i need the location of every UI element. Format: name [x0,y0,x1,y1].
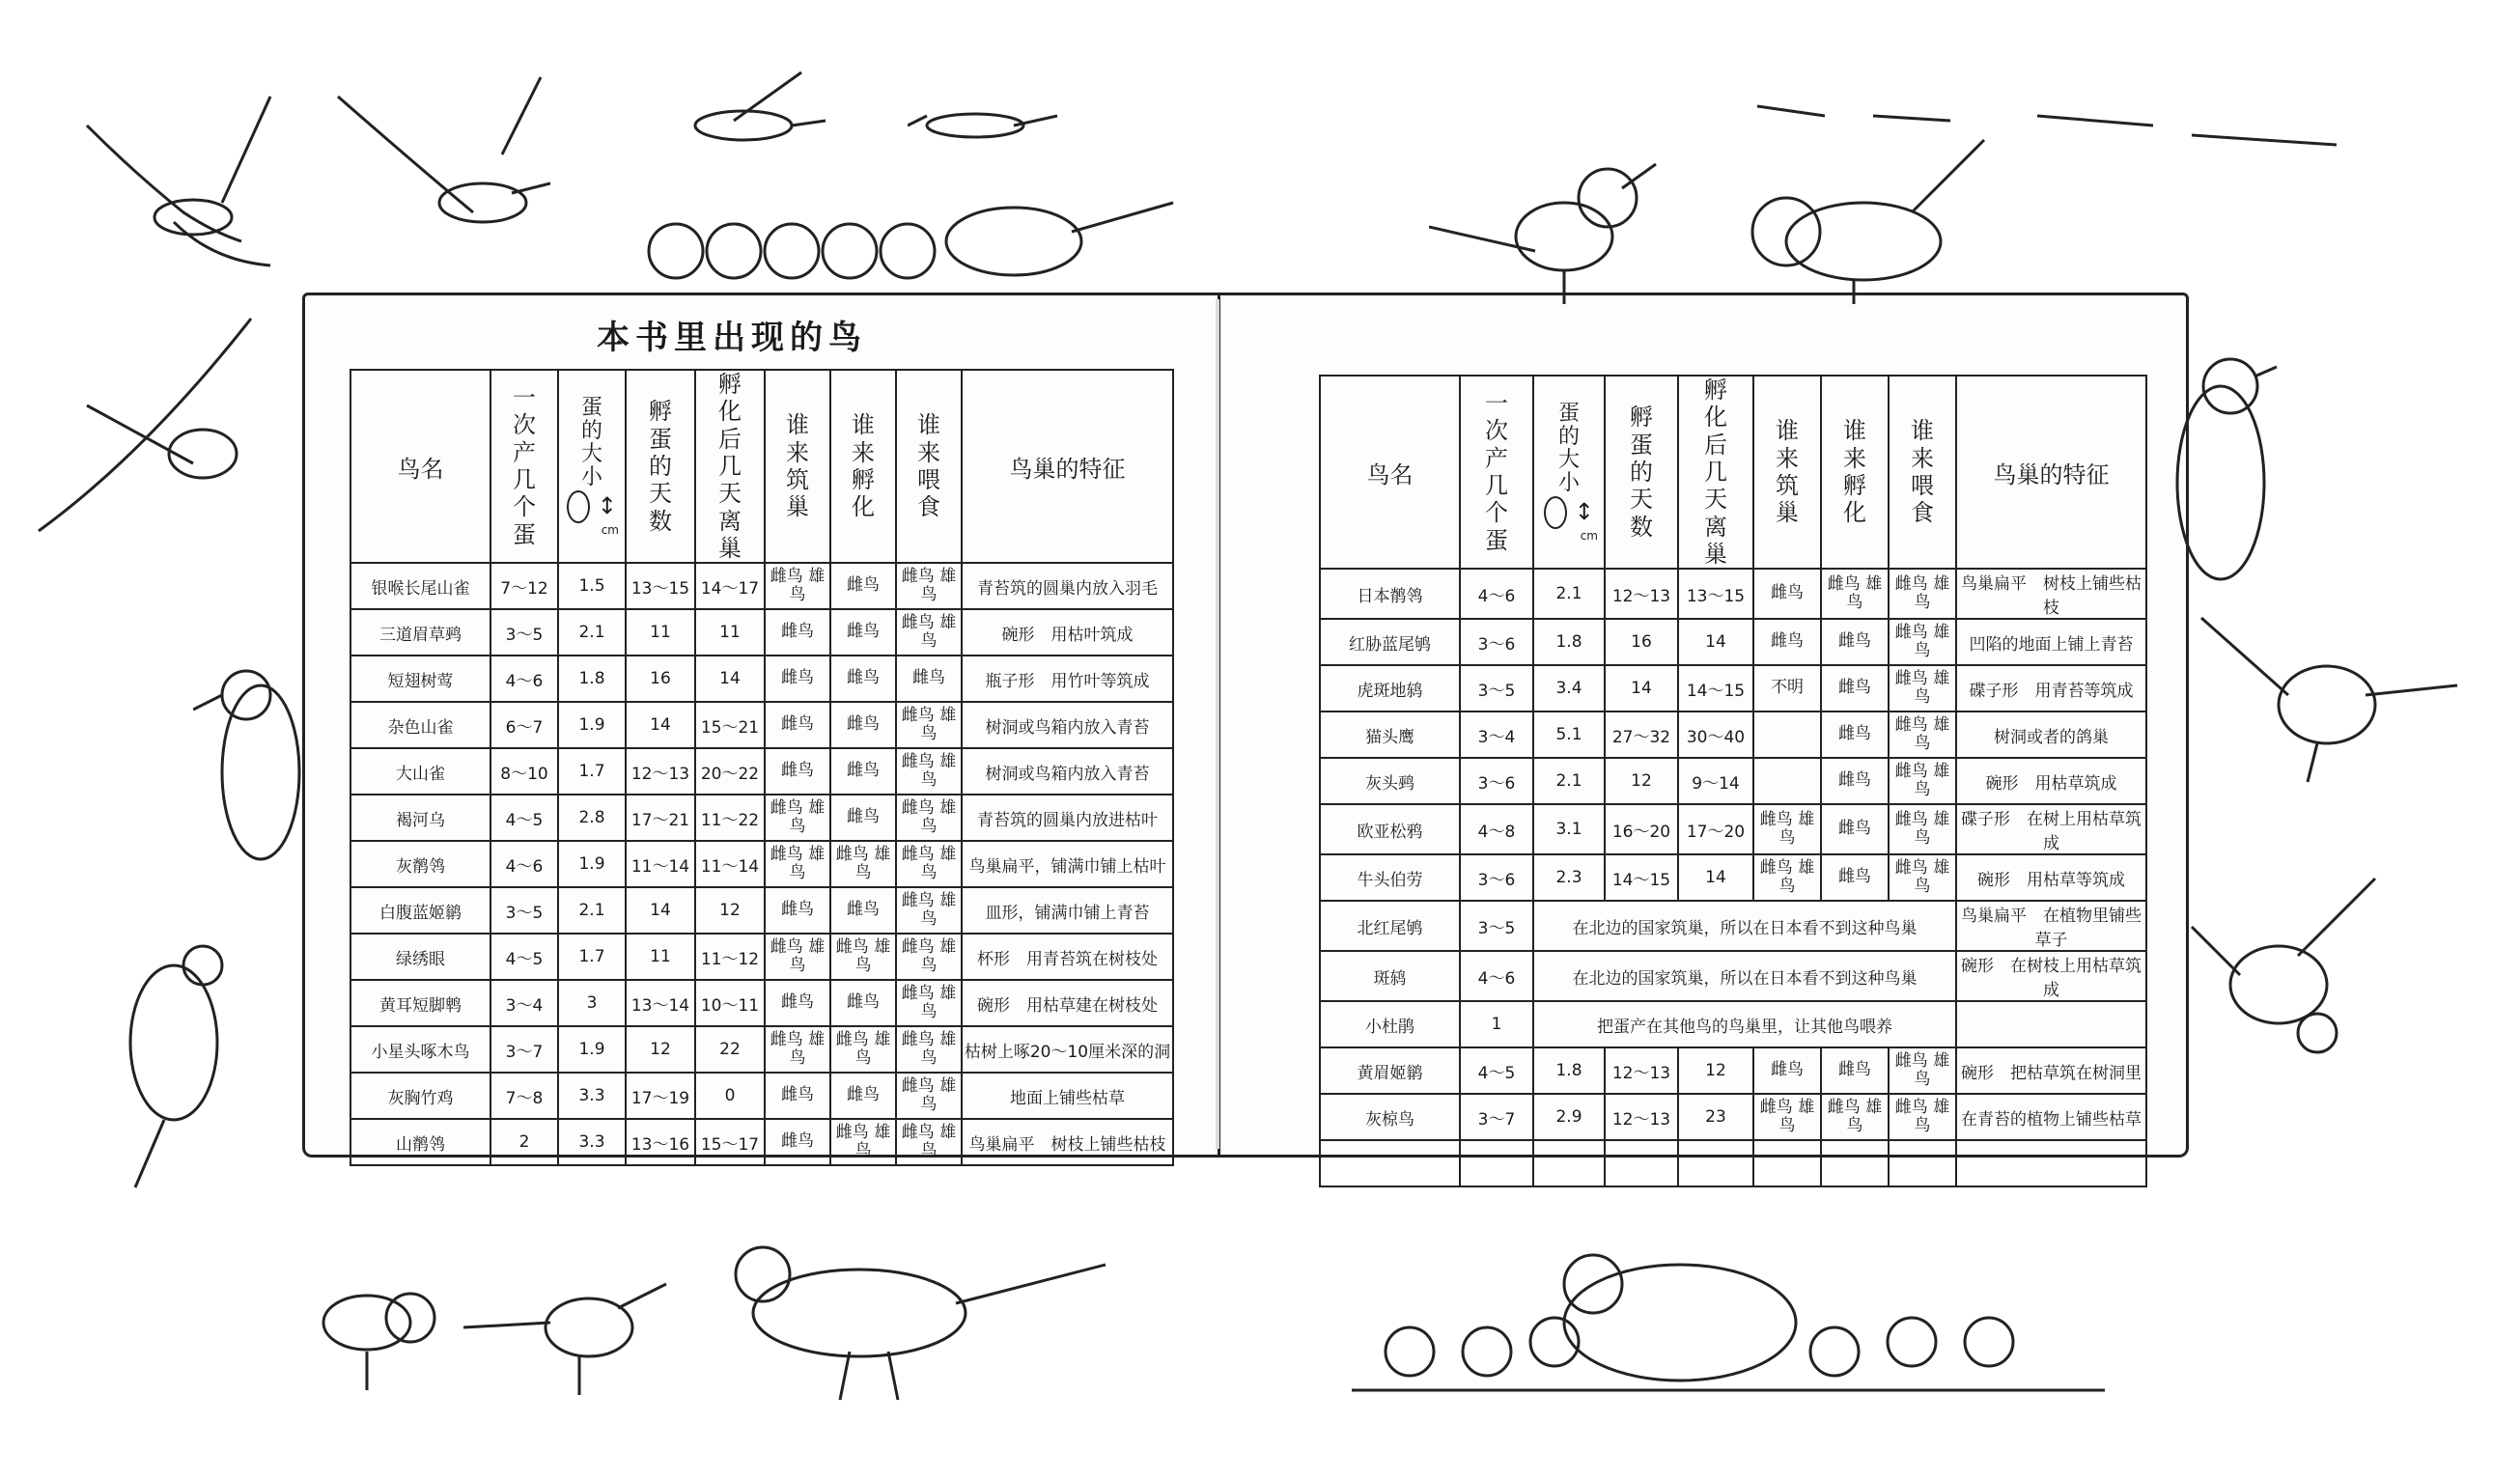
cell-fledge-days: 14 [1678,854,1753,901]
table-row [1320,1094,2146,1140]
egg-icon [567,490,590,523]
cell-egg-size: 3.3 [558,1119,626,1165]
cell-bird-name: 斑鸫 [1320,951,1460,1001]
cell-hatcher: 雌鸟 雄鸟 [830,1119,896,1165]
cell-nest: 鸟巢扁平，铺满巾铺上枯叶 [962,841,1173,887]
cell-egg-count: 7～8 [490,1073,558,1119]
table-row [350,702,1173,748]
cell-fledge-days: 14～15 [1678,665,1753,712]
cell-egg-count [1460,1140,1533,1186]
cell-fledge-days: 9～14 [1678,758,1753,804]
cell-builder: 雌鸟 [1753,619,1821,665]
cell-nest: 碟子形 在树上用枯草筑成 [1956,804,2146,854]
cell-incubation-days: 12～13 [626,748,695,795]
cell-bird-name: 红胁蓝尾鸲 [1320,619,1460,665]
cell-hatcher: 雌鸟 [830,563,896,609]
cell-egg-count: 3～5 [1460,665,1533,712]
cell-incubation-days: 11～14 [626,841,695,887]
cell-incubation-days: 12～13 [1605,569,1678,619]
cell-feeder: 雌鸟 雄鸟 [896,1073,962,1119]
bird-illustration [29,309,261,550]
cell-feeder: 雌鸟 雄鸟 [1889,665,1956,712]
table-row [350,795,1173,841]
bird-illustration [1352,1236,2124,1400]
cell-nest: 枯树上啄20～10厘米深的洞 [962,1026,1173,1073]
cell-hatcher: 雌鸟 雄鸟 [830,1026,896,1073]
cell-hatcher: 雌鸟 雄鸟 [830,934,896,980]
cell-builder: 雌鸟 [765,656,830,702]
header-hatcher: 谁来孵化 [830,370,896,563]
cell-egg-count: 3～6 [1460,758,1533,804]
cell-builder: 雌鸟 [765,702,830,748]
cell-feeder: 雌鸟 [896,656,962,702]
cell-fledge-days: 11～14 [695,841,765,887]
cell-hatcher: 雌鸟 [830,980,896,1026]
header-row [350,370,1173,563]
cell-egg-count: 3～7 [1460,1094,1533,1140]
bird-illustration [97,927,241,1197]
cell-builder: 雌鸟 [765,1073,830,1119]
cell-builder [1753,712,1821,758]
cell-egg-count: 3～7 [490,1026,558,1073]
cell-builder: 雌鸟 [765,980,830,1026]
cell-incubation-days: 16 [1605,619,1678,665]
bird-illustration [319,68,550,261]
cell-bird-name: 牛头伯劳 [1320,854,1460,901]
cell-egg-count: 4～5 [490,795,558,841]
header-size: 蛋的大小 ↕ cm [558,370,626,563]
cell-nest: 碗形 用枯草等筑成 [1956,854,2146,901]
cell-fledge-days: 10～11 [695,980,765,1026]
cell-builder: 雌鸟 雄鸟 [765,841,830,887]
cell-fledge-days: 14 [1678,619,1753,665]
cell-incubation-days: 17～19 [626,1073,695,1119]
header-leave: 孵化后几天离巢 [695,370,765,563]
cell-hatcher: 雌鸟 雄鸟 [1821,1094,1889,1140]
cell-nest: 青苔筑的圆巢内放入羽毛 [962,563,1173,609]
table-row [350,980,1173,1026]
bird-illustration [193,656,309,898]
table-row [1320,758,2146,804]
cell-egg-count: 4～6 [1460,569,1533,619]
cell-egg-size: 1.8 [1533,1047,1605,1094]
cell-nest: 杯形 用青苔筑在树枝处 [962,934,1173,980]
cell-feeder: 雌鸟 雄鸟 [1889,804,1956,854]
cell-hatcher: 雌鸟 [830,1073,896,1119]
cell-bird-name: 绿绣眼 [350,934,490,980]
cell-fledge-days: 22 [695,1026,765,1073]
cell-fledge-days: 30～40 [1678,712,1753,758]
cell-feeder: 雌鸟 雄鸟 [896,887,962,934]
cell-egg-count: 3～4 [490,980,558,1026]
cell-egg-count: 4～6 [490,841,558,887]
cell-nest: 碟子形 用青苔等筑成 [1956,665,2146,712]
table-row [1320,854,2146,901]
cell-builder: 雌鸟 雄鸟 [765,1026,830,1073]
cell-note: 在北边的国家筑巢，所以在日本看不到这种鸟巢 [1533,951,1956,1001]
cell-hatcher: 雌鸟 [1821,619,1889,665]
egg-icon [1544,496,1567,529]
cell-incubation-days: 12～13 [1605,1047,1678,1094]
cell-egg-size: 3.4 [1533,665,1605,712]
cell-egg-count: 3～4 [1460,712,1533,758]
cell-bird-name: 小杜鹃 [1320,1001,1460,1047]
cell-hatcher: 雌鸟 [1821,804,1889,854]
table-row [1320,569,2146,619]
cell-hatcher: 雌鸟 [1821,758,1889,804]
cell-nest: 碗形 用枯草建在树枝处 [962,980,1173,1026]
cell-egg-size: 1.8 [1533,619,1605,665]
cell-egg-count: 1 [1460,1001,1533,1047]
cell-fledge-days: 13～15 [1678,569,1753,619]
bird-illustration [2182,869,2385,1091]
cell-hatcher: 雌鸟 [1821,1047,1889,1094]
header-builder: 谁来筑巢 [1753,376,1821,569]
cell-incubation-days: 11 [626,609,695,656]
table-row [1320,665,2146,712]
cell-builder: 雌鸟 雄鸟 [765,934,830,980]
cell-hatcher: 雌鸟 [1821,854,1889,901]
cell-hatcher [1821,1140,1889,1186]
cell-bird-name: 银喉长尾山雀 [350,563,490,609]
cell-builder: 雌鸟 [765,748,830,795]
cell-fledge-days: 12 [695,887,765,934]
table-row [350,1119,1173,1165]
cell-hatcher: 雌鸟 雄鸟 [1821,569,1889,619]
cell-egg-size: 2.1 [1533,569,1605,619]
cell-builder: 雌鸟 [765,609,830,656]
cell-egg-size: 1.7 [558,748,626,795]
bird-illustration [463,1274,676,1400]
cell-incubation-days: 12 [1605,758,1678,804]
cell-hatcher: 雌鸟 雄鸟 [830,841,896,887]
cell-egg-count: 4～5 [1460,1047,1533,1094]
cell-bird-name: 黄眉姬鹟 [1320,1047,1460,1094]
cell-feeder: 雌鸟 雄鸟 [896,1026,962,1073]
table-row [350,841,1173,887]
cell-bird-name: 小星头啄木鸟 [350,1026,490,1073]
cell-feeder: 雌鸟 雄鸟 [1889,854,1956,901]
cell-builder: 雌鸟 [1753,569,1821,619]
cell-egg-size: 1.9 [558,841,626,887]
header-nest: 鸟巢的特征 [962,370,1173,563]
cell-egg-size [1533,1140,1605,1186]
cell-egg-count: 3～5 [490,887,558,934]
cell-incubation-days: 11 [626,934,695,980]
cell-incubation-days: 16～20 [1605,804,1678,854]
cell-fledge-days: 15～21 [695,702,765,748]
cell-egg-count: 3～5 [490,609,558,656]
cell-nest: 皿形，铺满巾铺上青苔 [962,887,1173,934]
cell-nest: 碗形 用枯叶筑成 [962,609,1173,656]
cell-bird-name: 白腹蓝姬鹟 [350,887,490,934]
cell-incubation-days: 14 [626,702,695,748]
cell-hatcher: 雌鸟 [830,609,896,656]
cell-feeder: 雌鸟 雄鸟 [896,702,962,748]
bird-table-left [350,369,1174,1166]
cell-bird-name: 灰鹡鸰 [350,841,490,887]
cell-incubation-days: 17～21 [626,795,695,841]
cell-fledge-days [1678,1140,1753,1186]
cell-builder: 不明 [1753,665,1821,712]
header-hatcher: 谁来孵化 [1821,376,1889,569]
cell-builder: 雌鸟 雄鸟 [765,563,830,609]
cell-incubation-days: 12 [626,1026,695,1073]
cell-feeder: 雌鸟 雄鸟 [896,563,962,609]
header-days: 孵蛋的天数 [1605,376,1678,569]
cell-egg-size: 2.9 [1533,1094,1605,1140]
table-row [350,748,1173,795]
cell-nest: 鸟巢扁平 在植物里铺些草子 [1956,901,2146,951]
cell-incubation-days: 14 [626,887,695,934]
cell-builder: 雌鸟 雄鸟 [1753,1094,1821,1140]
page-title: 本书里出现的鸟 [597,319,867,357]
cell-feeder: 雌鸟 雄鸟 [1889,712,1956,758]
cell-nest: 碗形 在树枝上用枯草筑成 [1956,951,2146,1001]
cell-egg-count: 8～10 [490,748,558,795]
cell-bird-name: 灰椋鸟 [1320,1094,1460,1140]
cell-egg-size: 1.8 [558,656,626,702]
cell-fledge-days: 23 [1678,1094,1753,1140]
table-row [1320,619,2146,665]
bird-illustration [705,1236,1110,1409]
header-feeder: 谁来喂食 [1889,376,1956,569]
header-builder: 谁来筑巢 [765,370,830,563]
cell-incubation-days: 14 [1605,665,1678,712]
cell-incubation-days: 12～13 [1605,1094,1678,1140]
cell-egg-size: 2.1 [1533,758,1605,804]
header-size: 蛋的大小 ↕ cm [1533,376,1605,569]
cell-hatcher: 雌鸟 [830,748,896,795]
cell-egg-count: 3～6 [1460,854,1533,901]
cell-egg-count: 6～7 [490,702,558,748]
cell-incubation-days: 27～32 [1605,712,1678,758]
table-row [1320,1001,2146,1047]
cell-bird-name: 猫头鹰 [1320,712,1460,758]
cell-egg-count: 7～12 [490,563,558,609]
cell-nest: 地面上铺些枯草 [962,1073,1173,1119]
cell-fledge-days: 15～17 [695,1119,765,1165]
table-row [1320,901,2146,951]
cell-fledge-days: 11 [695,609,765,656]
cell-bird-name: 北红尾鸲 [1320,901,1460,951]
cell-nest: 鸟巢扁平 树枝上铺些枯枝 [962,1119,1173,1165]
cell-fledge-days: 12 [1678,1047,1753,1094]
cell-bird-name: 灰胸竹鸡 [350,1073,490,1119]
table-row [350,563,1173,609]
cell-egg-size: 2.8 [558,795,626,841]
cell-egg-size: 3.3 [558,1073,626,1119]
cell-fledge-days: 0 [695,1073,765,1119]
cell-builder: 雌鸟 [765,887,830,934]
cell-incubation-days: 16 [626,656,695,702]
cell-bird-name: 褐河乌 [350,795,490,841]
cell-egg-size: 2.1 [558,887,626,934]
cell-bird-name: 灰头鹀 [1320,758,1460,804]
cell-feeder: 雌鸟 雄鸟 [896,609,962,656]
table-row [1320,1140,2146,1186]
cell-egg-size: 2.1 [558,609,626,656]
bird-illustration [2163,348,2279,599]
cell-egg-count: 4～5 [490,934,558,980]
cell-fledge-days: 11～12 [695,934,765,980]
cell-feeder: 雌鸟 雄鸟 [896,748,962,795]
cell-feeder: 雌鸟 雄鸟 [896,795,962,841]
bird-illustration [666,68,830,154]
cell-egg-size: 3 [558,980,626,1026]
cell-hatcher: 雌鸟 [1821,712,1889,758]
cell-bird-name: 杂色山雀 [350,702,490,748]
cell-feeder: 雌鸟 雄鸟 [1889,1047,1956,1094]
bird-illustration [280,1274,444,1400]
arrow-icon: ↕ [1574,497,1594,525]
cell-nest: 青苔筑的圆巢内放进枯叶 [962,795,1173,841]
cell-builder: 雌鸟 [765,1119,830,1165]
cell-bird-name [1320,1140,1460,1186]
cell-bird-name: 黄耳短脚鹎 [350,980,490,1026]
cell-feeder: 雌鸟 雄鸟 [896,980,962,1026]
header-count: 一次产几个蛋 [1460,376,1533,569]
cell-nest: 碗形 把枯草筑在树洞里 [1956,1047,2146,1094]
cell-nest: 鸟巢扁平 树枝上铺些枯枝 [1956,569,2146,619]
cell-nest: 凹陷的地面上铺上青苔 [1956,619,2146,665]
book-gutter [1216,299,1219,1149]
cell-feeder: 雌鸟 雄鸟 [896,841,962,887]
arrow-icon: ↕ [597,491,617,519]
cell-egg-size: 5.1 [1533,712,1605,758]
cell-nest: 树洞或者的鸽巢 [1956,712,2146,758]
cell-builder [1753,1140,1821,1186]
header-count: 一次产几个蛋 [490,370,558,563]
bird-illustration [908,97,1062,154]
table-row [1320,1047,2146,1094]
cell-egg-size: 1.9 [558,1026,626,1073]
cell-nest: 瓶子形 用竹叶等筑成 [962,656,1173,702]
cell-builder: 雌鸟 雄鸟 [1753,854,1821,901]
cell-feeder: 雌鸟 雄鸟 [1889,758,1956,804]
cell-fledge-days: 14～17 [695,563,765,609]
cell-egg-size: 1.7 [558,934,626,980]
header-row [1320,376,2146,569]
cell-nest [1956,1001,2146,1047]
bird-illustration [77,87,280,270]
table-row [350,656,1173,702]
cell-bird-name: 日本鹡鸰 [1320,569,1460,619]
cell-builder [1753,758,1821,804]
bird-illustration [1429,145,1661,309]
header-days: 孵蛋的天数 [626,370,695,563]
cell-feeder: 雌鸟 雄鸟 [1889,619,1956,665]
cell-builder: 雌鸟 雄鸟 [765,795,830,841]
cell-egg-size: 3.1 [1533,804,1605,854]
header-nest: 鸟巢的特征 [1956,376,2146,569]
cell-bird-name: 三道眉草鹀 [350,609,490,656]
cell-egg-count: 3～6 [1460,619,1533,665]
header-name: 鸟名 [1320,376,1460,569]
bird-table-right [1319,375,2147,1187]
table-row [350,1026,1173,1073]
cell-fledge-days: 17～20 [1678,804,1753,854]
cell-incubation-days: 13～16 [626,1119,695,1165]
header-name: 鸟名 [350,370,490,563]
table-row [350,887,1173,934]
cell-egg-size: 2.3 [1533,854,1605,901]
cell-incubation-days [1605,1140,1678,1186]
cell-egg-count: 4～8 [1460,804,1533,854]
header-leave: 孵化后几天离巢 [1678,376,1753,569]
table-row [350,1073,1173,1119]
cell-bird-name: 大山雀 [350,748,490,795]
table-row [350,609,1173,656]
cell-bird-name: 欧亚松鸦 [1320,804,1460,854]
cell-egg-count: 4～6 [490,656,558,702]
bird-illustration [1748,77,2346,164]
cell-hatcher: 雌鸟 [1821,665,1889,712]
cell-egg-size: 1.9 [558,702,626,748]
cell-feeder: 雌鸟 雄鸟 [896,934,962,980]
cell-nest: 在青苔的植物上铺些枯草 [1956,1094,2146,1140]
bird-illustration [637,183,1178,299]
cell-fledge-days: 11～22 [695,795,765,841]
cell-note: 在北边的国家筑巢，所以在日本看不到这种鸟巢 [1533,901,1956,951]
table-row [1320,804,2146,854]
cell-egg-size: 1.5 [558,563,626,609]
cell-nest: 树洞或鸟箱内放入青苔 [962,702,1173,748]
cell-hatcher: 雌鸟 [830,795,896,841]
cell-builder: 雌鸟 雄鸟 [1753,804,1821,854]
cell-feeder [1889,1140,1956,1186]
cell-feeder: 雌鸟 雄鸟 [1889,1094,1956,1140]
cell-egg-count: 3～5 [1460,901,1533,951]
cell-nest: 碗形 用枯草筑成 [1956,758,2146,804]
table-row [1320,951,2146,1001]
cell-incubation-days: 14～15 [1605,854,1678,901]
cell-hatcher: 雌鸟 [830,887,896,934]
bird-illustration [2192,599,2462,792]
cell-fledge-days: 14 [695,656,765,702]
cell-feeder: 雌鸟 雄鸟 [1889,569,1956,619]
cell-egg-count: 2 [490,1119,558,1165]
cell-incubation-days: 13～14 [626,980,695,1026]
cell-egg-count: 4～6 [1460,951,1533,1001]
header-feeder: 谁来喂食 [896,370,962,563]
cell-hatcher: 雌鸟 [830,702,896,748]
cell-builder: 雌鸟 [1753,1047,1821,1094]
cell-nest [1956,1140,2146,1186]
cell-nest: 树洞或鸟箱内放入青苔 [962,748,1173,795]
cell-bird-name: 虎斑地鸫 [1320,665,1460,712]
cell-bird-name: 短翅树莺 [350,656,490,702]
cell-incubation-days: 13～15 [626,563,695,609]
cell-feeder: 雌鸟 雄鸟 [896,1119,962,1165]
cell-note: 把蛋产在其他鸟的鸟巢里，让其他鸟喂养 [1533,1001,1956,1047]
cell-bird-name: 山鹡鸰 [350,1119,490,1165]
table-row [1320,712,2146,758]
table-row [350,934,1173,980]
cell-fledge-days: 20～22 [695,748,765,795]
cell-hatcher: 雌鸟 [830,656,896,702]
